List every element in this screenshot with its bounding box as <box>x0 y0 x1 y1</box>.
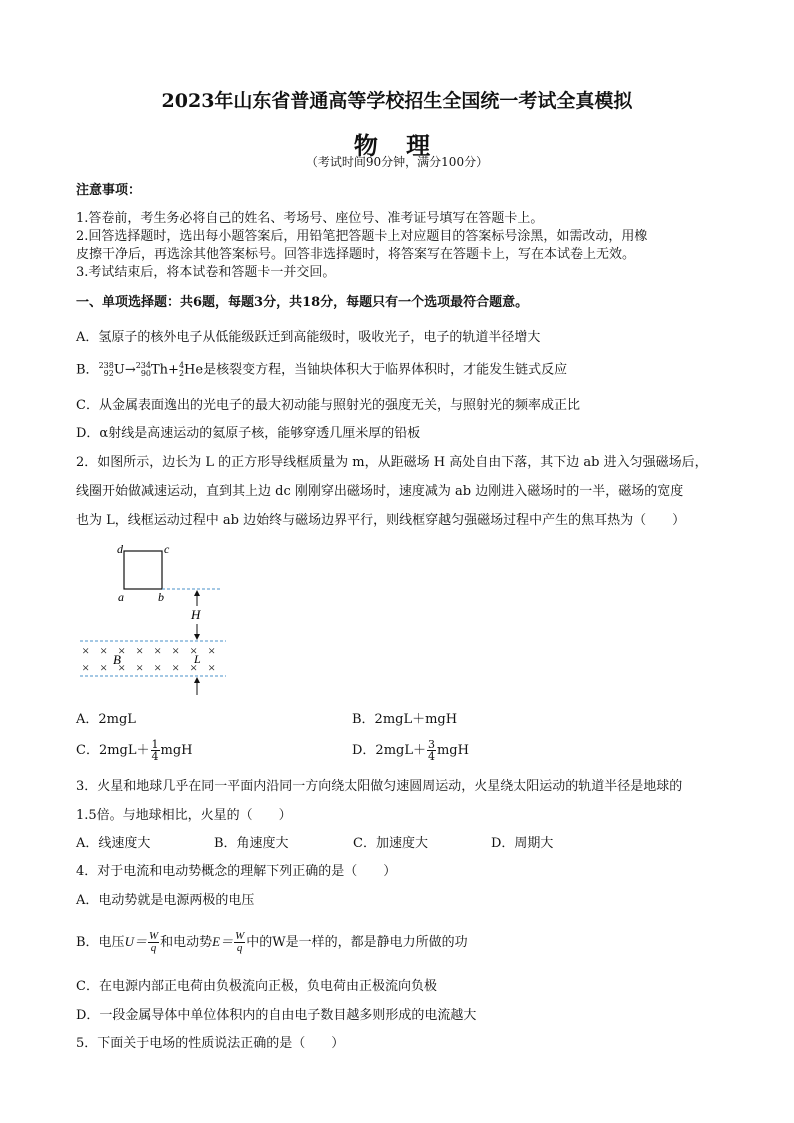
denominator: q <box>150 942 157 954</box>
cross-icon: × <box>172 643 180 658</box>
section-heading: 一、单项选择题：共6题，每题3分，共18分，每题只有一个选项最符合题意。 <box>76 295 529 310</box>
cross-icon: × <box>136 643 144 658</box>
cross-icon: × <box>208 643 216 658</box>
q3-option-b: B．角速度大 <box>214 836 289 851</box>
option-text: B．电压 <box>76 935 125 950</box>
denominator: 4 <box>427 750 435 763</box>
arrow: → <box>124 362 136 378</box>
note-item: 3.考试结束后，将本试卷和答题卡一并交回。 <box>76 265 336 280</box>
numerator: 1 <box>151 738 159 751</box>
q4-option-b <box>76 928 468 957</box>
atomic-number: 90 <box>140 369 151 378</box>
note-item: 2.回答选择题时，选出每小题答案后，用铅笔把答题卡上对应题目的答案标号涂黑，如需改动，用橡 <box>76 229 648 244</box>
arrowhead <box>194 677 200 683</box>
option-text: C．2mgL＋ <box>76 743 150 758</box>
option-text: 中的W是一样的，都是静电力所做的功 <box>246 935 468 950</box>
fraction <box>234 931 245 954</box>
atomic-number: 2 <box>178 369 185 378</box>
q1-option-c: C．从金属表面逸出的光电子的最大初动能与照射光的强度无关，与照射光的频率成正比 <box>76 398 580 413</box>
numerator: 3 <box>427 738 435 751</box>
label-b: b <box>158 590 164 604</box>
cross-icon: × <box>82 643 90 658</box>
cross-icon: × <box>136 660 144 675</box>
q3-option-c: C．加速度大 <box>353 836 428 851</box>
element-symbol: Th+ <box>151 362 179 378</box>
label-B: B <box>113 652 121 667</box>
q2-option-b: B．2mgL＋mgH <box>352 712 458 727</box>
option-text: mgH <box>160 743 193 758</box>
element-symbol: U <box>113 362 125 378</box>
cross-icon: × <box>82 660 90 675</box>
q3-option-a: A．线速度大 <box>76 836 151 851</box>
label-a: a <box>118 590 124 604</box>
q3-option-d: D．周期大 <box>491 836 554 851</box>
q5-stem: 5．下面关于电场的性质说法正确的是（ ） <box>76 1036 345 1051</box>
exam-title: 2023年山东省普通高等学校招生全国统一考试全真模拟 <box>161 90 633 112</box>
cross-icon: × <box>190 660 198 675</box>
denominator: 4 <box>151 750 159 763</box>
q2-stem-line: 线圈开始做减速运动，直到其上边 dc 刚刚穿出磁场时，速度减为 ab 边刚进入磁场时的一半，磁场的宽度 <box>76 484 684 499</box>
arrowhead <box>194 634 200 640</box>
q4-stem: 4．对于电流和电动势概念的理解下列正确的是（ ） <box>76 864 397 879</box>
q2-stem-line: 也为 L，线框运动过程中 ab 边始终与磁场边界平行，则线框穿越匀强磁场过程中产生的焦耳热为（ ） <box>76 513 686 528</box>
notes-heading: 注意事项： <box>76 183 142 198</box>
cross-icon: × <box>100 643 108 658</box>
formula-u: U＝ <box>124 934 147 949</box>
denominator: q <box>236 942 243 954</box>
q3-stem-line: 3．火星和地球几乎在同一平面内沿同一方向绕太阳做匀速圆周运动，火星绕太阳运动的轨道半径是地球的 <box>76 779 683 794</box>
option-text: 和电动势 <box>160 935 213 950</box>
cross-icon: × <box>100 660 108 675</box>
q1-option-a: A．氢原子的核外电子从低能级跃迁到高能级时，吸收光子，电子的轨道半径增大 <box>76 330 541 345</box>
fraction <box>148 931 159 954</box>
formula-e: E＝ <box>212 934 234 949</box>
time-note: （考试时间90分钟，满分100分） <box>305 155 489 169</box>
cross-icon: × <box>190 643 198 658</box>
numerator: W <box>148 930 159 942</box>
cross-icon: × <box>154 660 162 675</box>
mass-number: 238 <box>98 361 114 370</box>
label-d: d <box>117 542 123 556</box>
cross-icon: × <box>154 643 162 658</box>
mass-number: 4 <box>178 361 185 370</box>
fraction <box>427 739 436 762</box>
option-text: 是核裂变方程，当铀块体积大于临界体积时，才能发生链式反应 <box>203 362 568 378</box>
numerator: W <box>235 930 245 942</box>
nuclide-th <box>136 362 151 378</box>
note-item: 1.答卷前，考生务必将自己的姓名、考场号、座位号、准考证号填写在答题卡上。 <box>76 211 544 226</box>
q2-option-a: A．2mgL <box>76 712 136 727</box>
element-symbol: He <box>184 362 204 378</box>
cross-icon: × <box>208 660 216 675</box>
cross-icon: × <box>172 660 180 675</box>
label-c: c <box>164 542 170 556</box>
nuclide-u <box>99 362 114 378</box>
q4-option-a: A．电动势就是电源两极的电压 <box>76 893 255 908</box>
cross-icon: × <box>118 643 126 658</box>
q2-option-c <box>76 737 193 765</box>
q3-stem-line: 1.5倍。与地球相比，火星的（ ） <box>76 808 292 823</box>
option-text: D．2mgL＋ <box>352 743 426 758</box>
q1-option-b <box>76 362 567 379</box>
q4-option-d: D．一段金属导体中单位体积内的自由电子数目越多则形成的电流越大 <box>76 1008 477 1023</box>
option-label: B． <box>76 362 99 378</box>
q1-option-d: D．α射线是高速运动的氦原子核，能够穿透几厘米厚的铅板 <box>76 426 421 441</box>
fraction <box>151 739 160 762</box>
mass-number: 234 <box>135 361 151 370</box>
label-H: H <box>191 607 201 622</box>
label-L: L <box>194 652 201 666</box>
atomic-number: 92 <box>103 369 114 378</box>
subject-title: 物 理 <box>353 131 441 160</box>
wire-frame-square <box>124 551 162 589</box>
cross-icon: × <box>118 660 126 675</box>
option-text: mgH <box>436 743 469 758</box>
q2-stem-line: 2．如图所示，边长为 L 的正方形导线框质量为 m，从距磁场 H 高处自由下落，其下边 ab 进入匀强磁场后， <box>76 455 708 470</box>
note-item: 皮擦干净后，再选涂其他答案标号。回答非选择题时，将答案写在答题卡上，写在本试卷上无效。 <box>76 247 636 262</box>
q2-option-d <box>352 737 469 765</box>
q2-figure <box>76 540 236 700</box>
arrowhead <box>194 590 200 596</box>
q4-option-c: C．在电源内部正电荷由负极流向正极，负电荷由正极流向负极 <box>76 979 437 994</box>
